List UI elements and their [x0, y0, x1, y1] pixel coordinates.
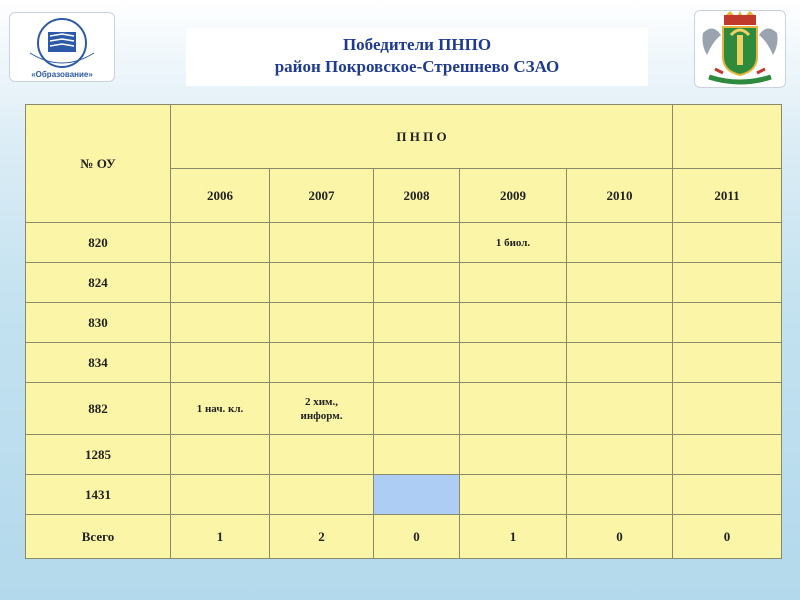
total-value: 0: [567, 515, 673, 559]
table-cell: [567, 435, 673, 475]
school-number: 824: [26, 263, 171, 303]
table-cell: [460, 343, 567, 383]
table-cell: [270, 435, 374, 475]
table-cell: [171, 223, 270, 263]
school-number-header: № ОУ: [26, 105, 171, 223]
table-row: [26, 223, 782, 263]
table-cell: [374, 303, 460, 343]
table-row: [26, 435, 782, 475]
school-number: 1431: [26, 475, 171, 515]
table-cell: [567, 223, 673, 263]
table-cell: [270, 223, 374, 263]
table-cell: [374, 223, 460, 263]
title-line-2: район Покровское-Стрешнево СЗАО: [274, 57, 560, 76]
table-cell: [270, 343, 374, 383]
table-cell: [673, 435, 782, 475]
total-value: 1: [460, 515, 567, 559]
table-cell: 1 биол.: [460, 223, 567, 263]
school-number: 1285: [26, 435, 171, 475]
table-cell: [567, 475, 673, 515]
total-row: [26, 515, 782, 559]
table-cell: [673, 343, 782, 383]
table-row: [26, 303, 782, 343]
school-number: 882: [26, 383, 171, 435]
table-cell: [374, 435, 460, 475]
pnpo-group-header: П Н П О: [171, 105, 673, 169]
highlighted-cell: [374, 475, 460, 515]
table-cell: [460, 263, 567, 303]
table-cell: [567, 303, 673, 343]
table-cell: [673, 383, 782, 435]
table-cell: [374, 263, 460, 303]
table-cell: [374, 343, 460, 383]
table-cell: [567, 343, 673, 383]
table-cell: [171, 263, 270, 303]
table-cell: 1 нач. кл.: [171, 383, 270, 435]
total-value: 0: [673, 515, 782, 559]
coat-of-arms-icon: [695, 11, 785, 87]
table-cell: [673, 303, 782, 343]
year-header: 2007: [270, 169, 374, 223]
school-number: 830: [26, 303, 171, 343]
year-header: 2010: [567, 169, 673, 223]
school-number: 834: [26, 343, 171, 383]
table-cell: [673, 263, 782, 303]
logo-caption: «Образование»: [31, 70, 93, 79]
year-header: 2006: [171, 169, 270, 223]
table-cell: [374, 383, 460, 435]
table-cell: [673, 223, 782, 263]
year-header: 2009: [460, 169, 567, 223]
table-row: [26, 475, 782, 515]
table-cell: 2 хим., информ.: [270, 383, 374, 435]
school-number: 820: [26, 223, 171, 263]
table-row: [26, 343, 782, 383]
total-value: 1: [171, 515, 270, 559]
table-cell: [171, 475, 270, 515]
table-cell: [567, 263, 673, 303]
table-cell: [460, 475, 567, 515]
education-project-logo: [9, 12, 115, 82]
table-cell: [673, 475, 782, 515]
title-line-1: Победители ПНПО: [342, 35, 492, 54]
table-row: [26, 383, 782, 435]
table-cell: [270, 303, 374, 343]
total-label: Всего: [26, 515, 171, 559]
table-cell: [460, 303, 567, 343]
empty-header-cell: [673, 105, 782, 169]
table-row: [26, 263, 782, 303]
table-cell: [460, 435, 567, 475]
winners-table: [25, 104, 782, 559]
table-cell: [171, 303, 270, 343]
year-header: 2008: [374, 169, 460, 223]
table-cell: [270, 263, 374, 303]
year-header: 2011: [673, 169, 782, 223]
open-book-icon: [10, 13, 114, 71]
table-cell: [567, 383, 673, 435]
total-value: 0: [374, 515, 460, 559]
table-cell: [460, 383, 567, 435]
page-title: [186, 28, 648, 86]
total-value: 2: [270, 515, 374, 559]
district-coat-of-arms: [694, 10, 786, 88]
table-cell: [171, 435, 270, 475]
table-cell: [171, 343, 270, 383]
table-cell: [270, 475, 374, 515]
